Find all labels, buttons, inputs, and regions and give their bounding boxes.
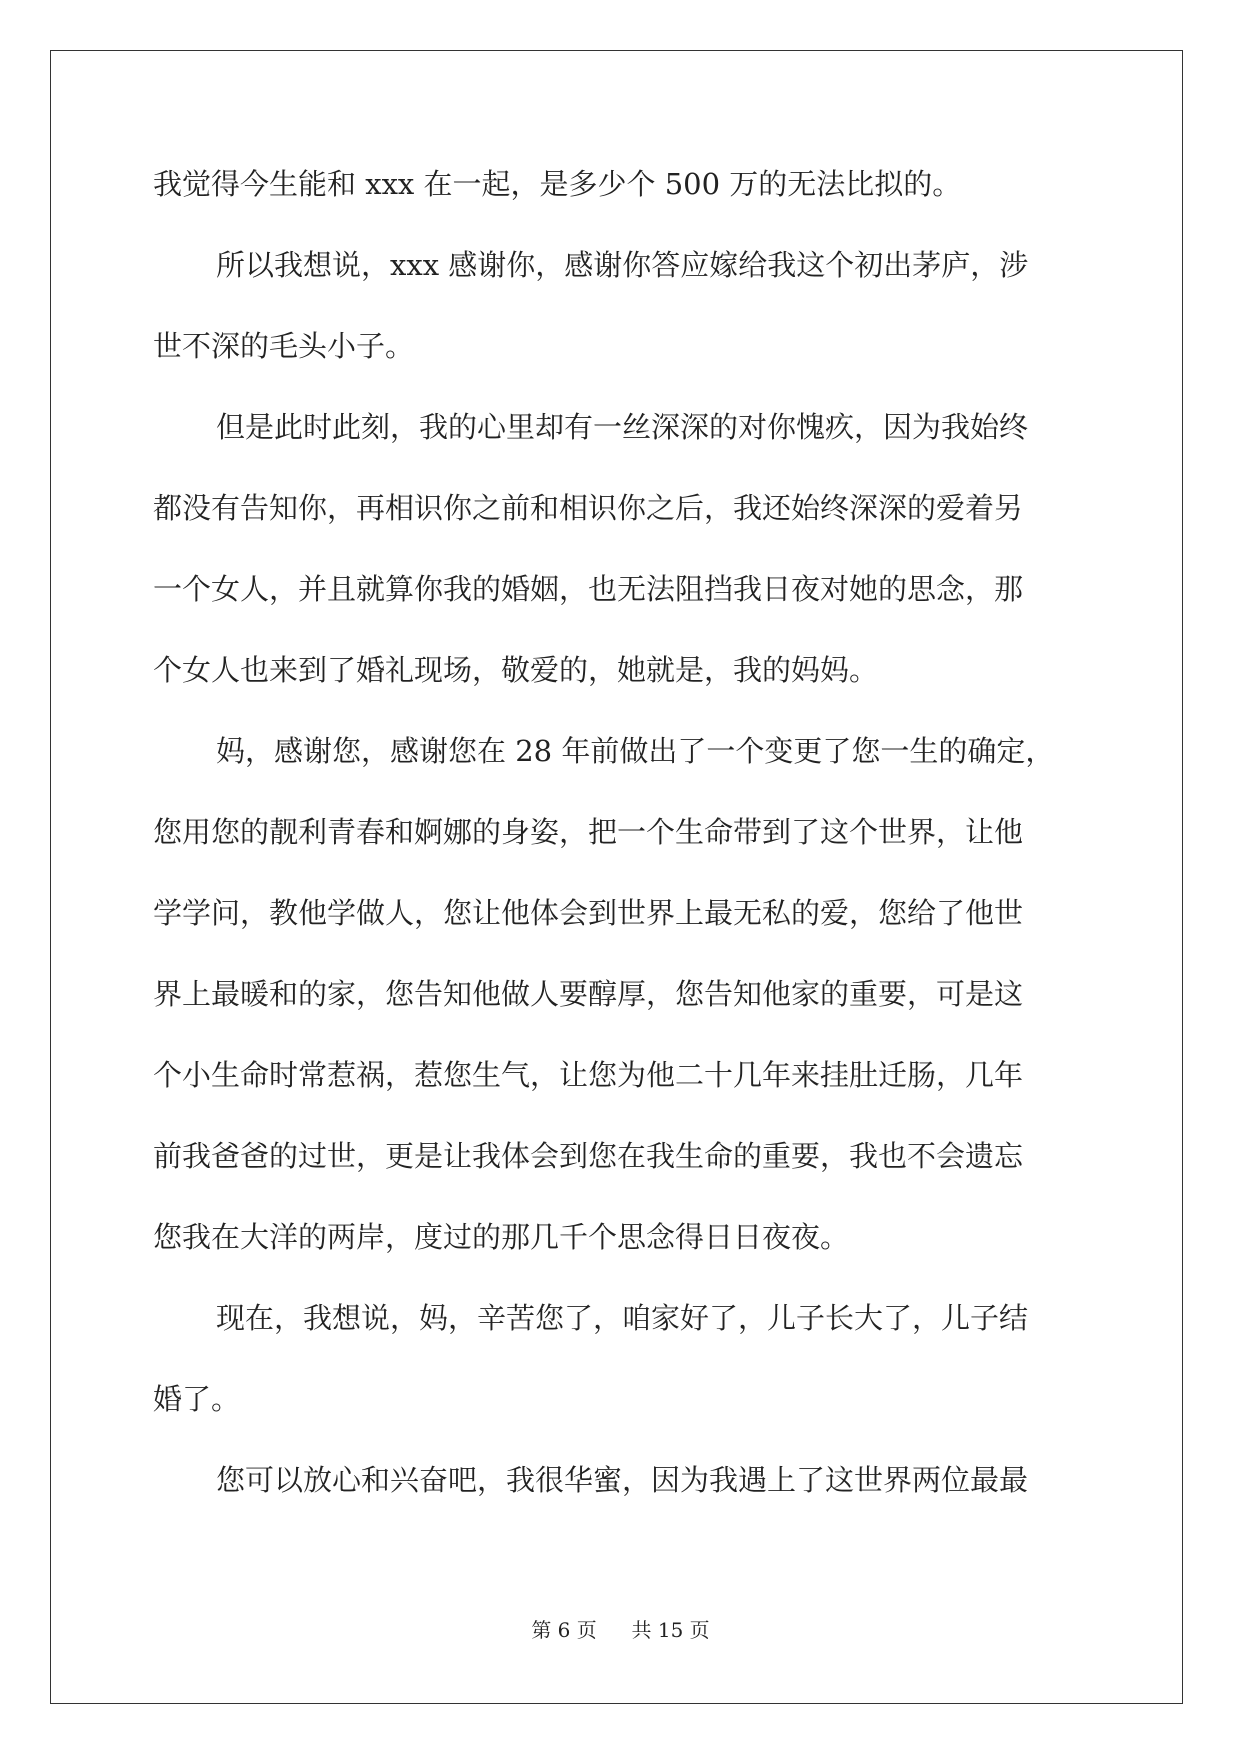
page-number: 第 6 页 [531,1618,597,1642]
text-line-4: 但是此时此刻，我的心里却有一丝深深的对你愧疚，因为我始终 [216,410,1029,444]
text-line-16: 婚了。 [153,1382,241,1416]
page-total: 共 15 页 [631,1618,710,1642]
text-line-3: 世不深的毛头小子。 [153,329,415,363]
text-line-15: 现在，我想说，妈，辛苦您了，咱家好了，儿子长大了，儿子结 [216,1301,1029,1335]
text-line-14: 您我在大洋的两岸，度过的那几千个思念得日日夜夜。 [153,1220,850,1254]
text-line-10: 学学问，教他学做人，您让他体会到世界上最无私的爱，您给了他世 [153,896,1024,930]
text-line-11: 界上最暖和的家，您告知他做人要醇厚，您告知他家的重要，可是这 [153,977,1024,1011]
text-line-9: 您用您的靓利青春和婀娜的身姿，把一个生命带到了这个世界，让他 [153,815,1024,849]
text-line-8: 妈，感谢您，感谢您在 28 年前做出了一个变更了您一生的确定， [216,734,1055,768]
text-line-1: 我觉得今生能和 xxx 在一起，是多少个 500 万的无法比拟的。 [153,167,962,201]
text-line-17: 您可以放心和兴奋吧，我很华蜜，因为我遇上了这世界两位最最 [216,1463,1029,1497]
text-line-2: 所以我想说，xxx 感谢你，感谢你答应嫁给我这个初出茅庐，涉 [216,248,1029,282]
text-line-6: 一个女人，并且就算你我的婚姻，也无法阻挡我日夜对她的思念，那 [153,572,1024,606]
text-line-12: 个小生命时常惹祸，惹您生气，让您为他二十几年来挂肚迁肠，几年 [153,1058,1024,1092]
document-body [153,168,1093,1545]
page-footer [0,1614,1241,1643]
text-line-7: 个女人也来到了婚礼现场，敬爱的，她就是，我的妈妈。 [153,653,879,687]
text-line-5: 都没有告知你，再相识你之前和相识你之后，我还始终深深的爱着另 [153,491,1024,525]
text-line-13: 前我爸爸的过世，更是让我体会到您在我生命的重要，我也不会遗忘 [153,1139,1024,1173]
